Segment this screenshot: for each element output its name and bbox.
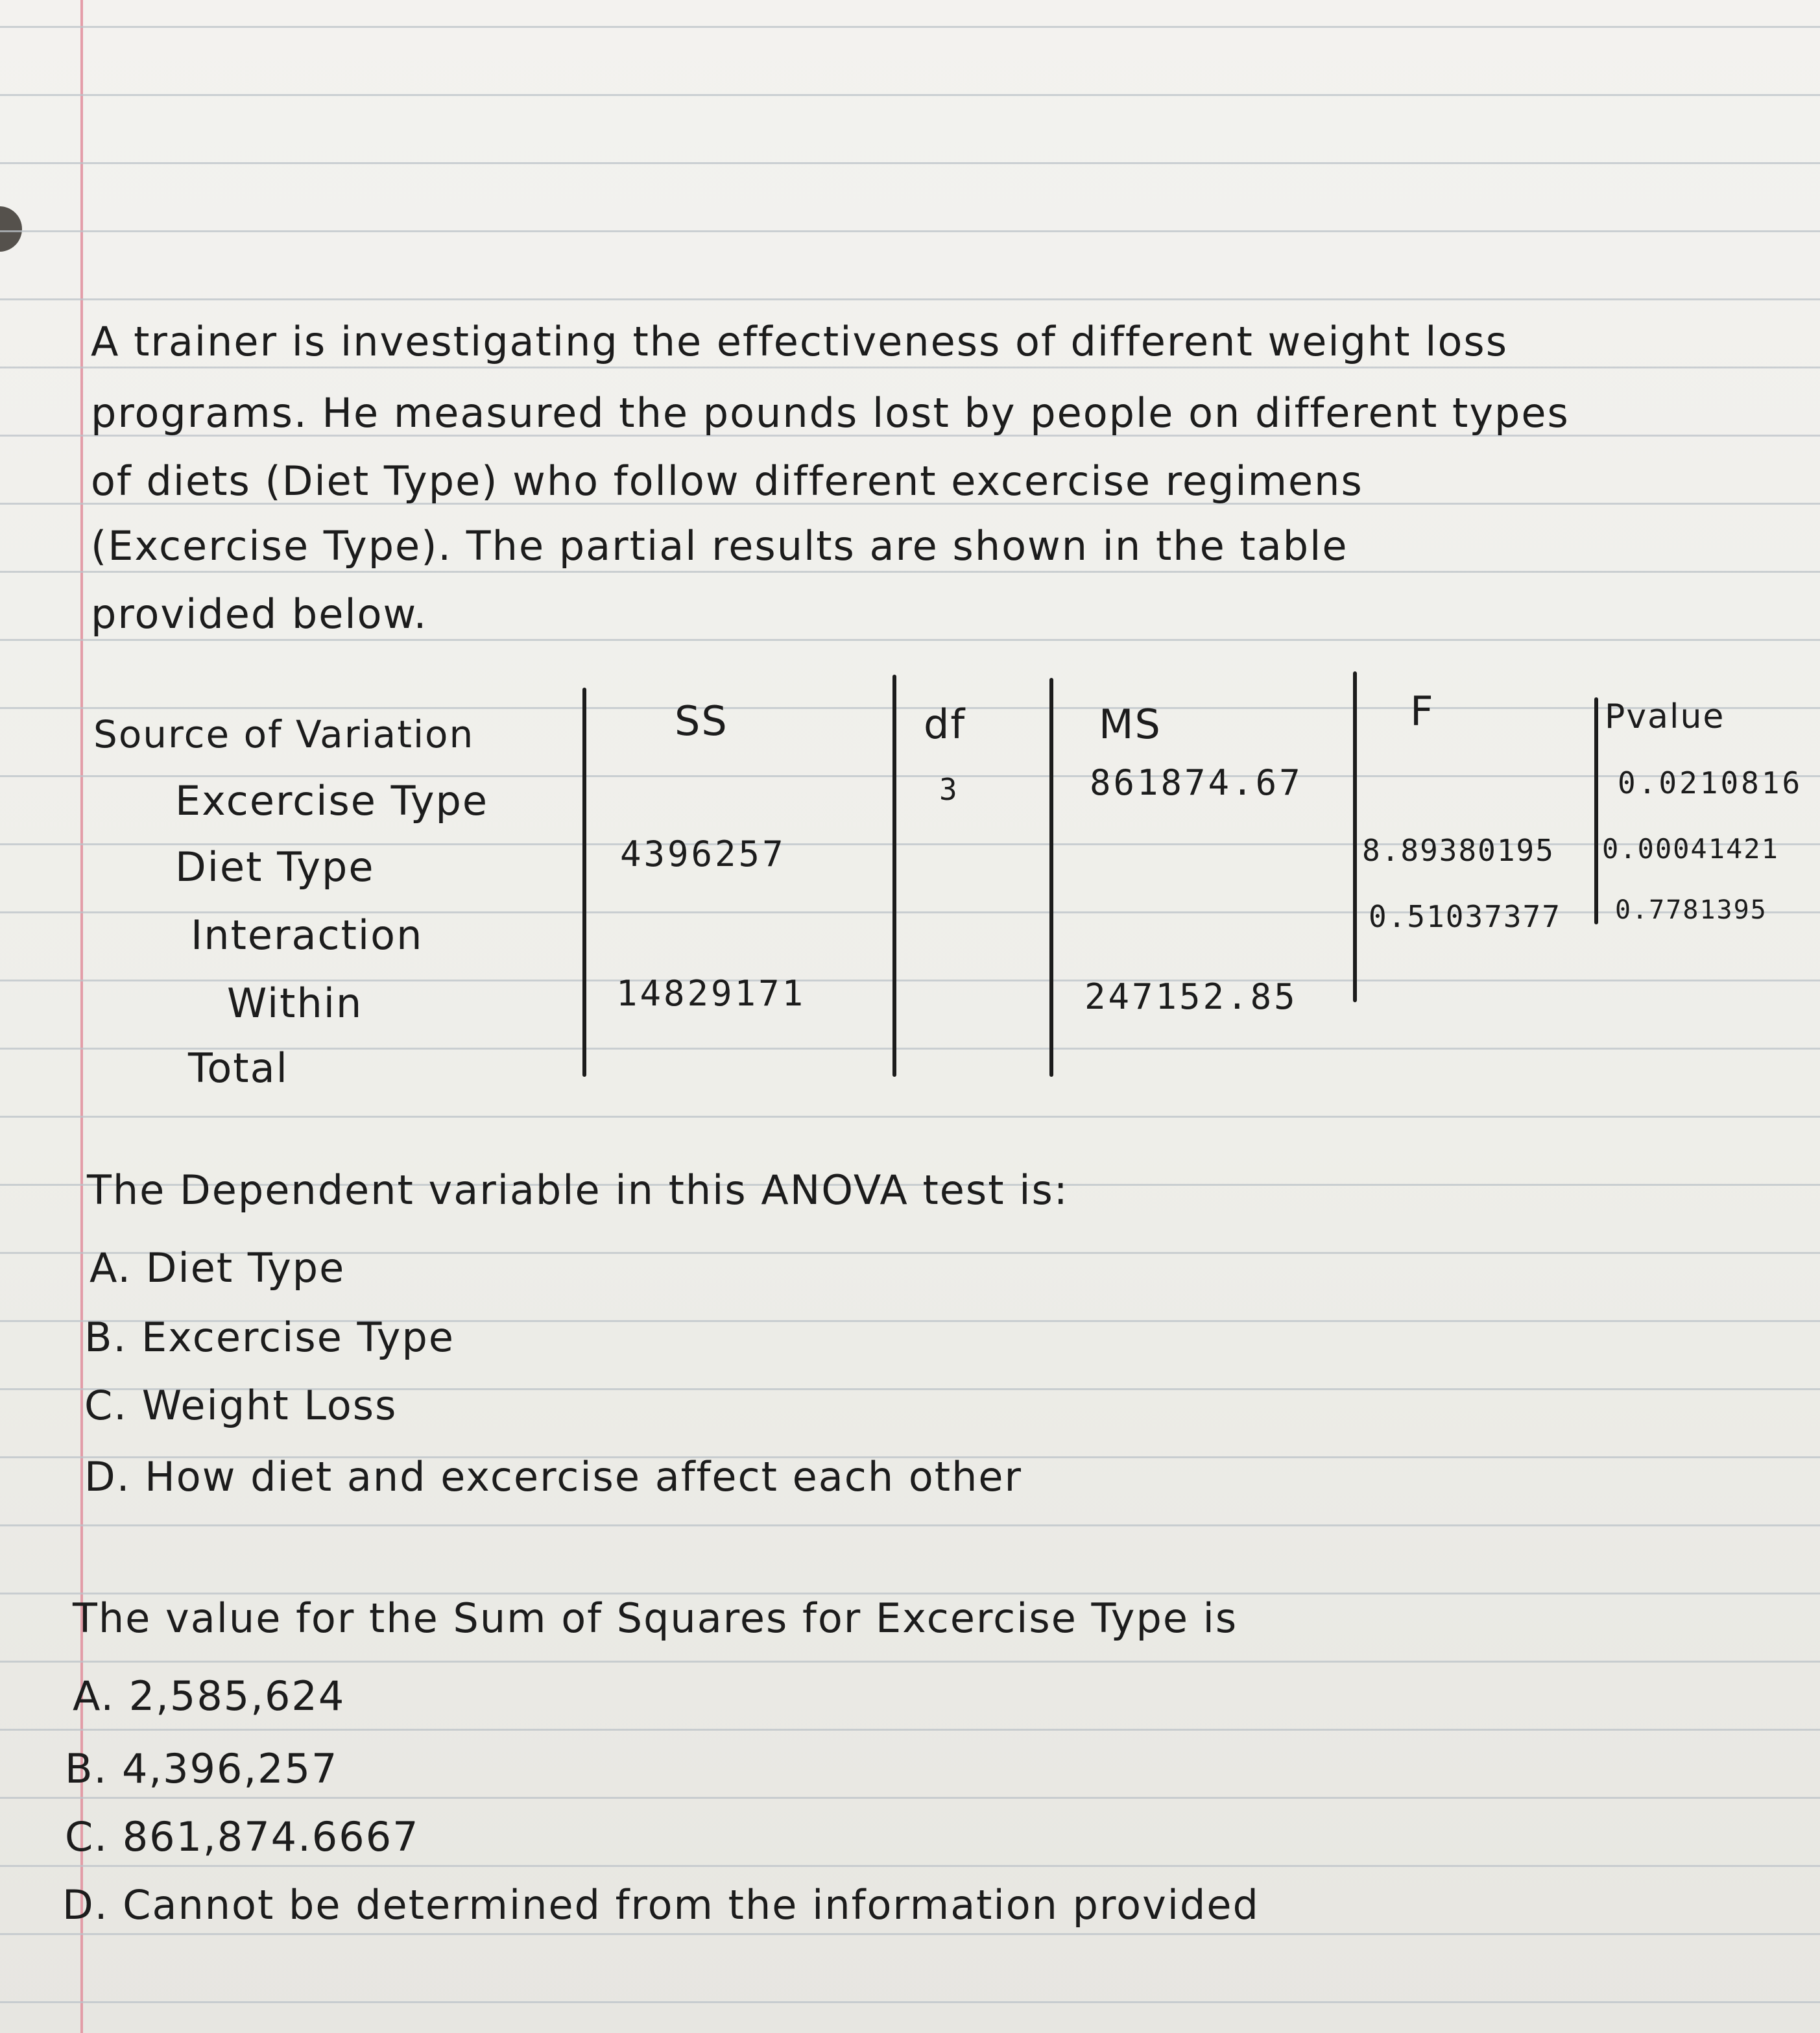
table-row-df: 3 (939, 772, 960, 807)
intro-line-4: (Excercise Type). The partial results are shown in the table (91, 522, 1348, 570)
table-row-f: 8.89380195 (1362, 833, 1555, 868)
header-ms: MS (1099, 701, 1162, 748)
table-divider (892, 675, 896, 1077)
ruled-line (0, 94, 1820, 96)
table-divider (1594, 697, 1598, 924)
ruled-line (0, 298, 1820, 300)
ruled-line (0, 571, 1820, 573)
question-2-prompt: The value for the Sum of Squares for Excercise Type is (73, 1594, 1238, 1642)
margin-line (80, 0, 83, 2033)
ruled-line (0, 2001, 1820, 2003)
table-row-pvalue: 0.00041421 (1602, 833, 1779, 865)
table-row-ss: 4396257 (620, 834, 786, 874)
intro-line-1: A trainer is investigating the effectiveness of different weight loss (91, 318, 1508, 365)
question-1-prompt: The Dependent variable in this ANOVA test is: (87, 1166, 1069, 1214)
question-1-option-c: C. Weight Loss (84, 1382, 398, 1429)
table-row-f: 0.51037377 (1369, 899, 1561, 934)
header-pvalue: Pvalue (1605, 697, 1725, 736)
ruled-line (0, 1729, 1820, 1731)
ruled-line (0, 639, 1820, 641)
header-source: Source of Variation (93, 712, 475, 756)
ruled-line (0, 1797, 1820, 1799)
question-1-option-d: D. How diet and excercise affect each other (84, 1453, 1023, 1500)
question-2-option-b: B. 4,396,257 (65, 1745, 339, 1792)
table-row-source: Total (188, 1044, 289, 1092)
header-f: F (1410, 688, 1435, 735)
question-2-option-c: C. 861,874.6667 (65, 1813, 420, 1860)
table-row-source: Diet Type (175, 843, 375, 891)
table-row-ms: 247152.85 (1084, 976, 1298, 1017)
table-row-ss: 14829171 (616, 973, 806, 1014)
table-divider (1353, 671, 1357, 1002)
question-2-option-a: A. 2,585,624 (73, 1672, 346, 1720)
ruled-line (0, 1116, 1820, 1118)
ruled-line (0, 1661, 1820, 1663)
table-row-source: Within (227, 980, 363, 1027)
ruled-line (0, 707, 1820, 709)
ruled-line (0, 1524, 1820, 1526)
ruled-line (0, 230, 1820, 232)
question-1-option-a: A. Diet Type (90, 1244, 346, 1292)
table-divider (582, 688, 586, 1077)
table-row-source: Interaction (191, 911, 424, 959)
question-2-option-d: D. Cannot be determined from the information provided (62, 1881, 1260, 1929)
header-ss: SS (675, 697, 728, 745)
table-row-ms: 861874.67 (1090, 762, 1303, 803)
table-row-pvalue: 0.0210816 (1618, 765, 1803, 800)
intro-line-5: provided below. (91, 590, 428, 638)
question-1-option-b: B. Excercise Type (84, 1314, 455, 1361)
binder-hole (0, 206, 22, 252)
intro-line-2: programs. He measured the pounds lost by people on different types (91, 389, 1570, 437)
table-row-source: Excercise Type (175, 777, 489, 824)
ruled-line (0, 367, 1820, 368)
ruled-line (0, 162, 1820, 164)
table-row-pvalue: 0.7781395 (1615, 895, 1767, 925)
intro-line-3: of diets (Diet Type) who follow different excercise regimens (91, 457, 1363, 505)
ruled-line (0, 1865, 1820, 1867)
header-df: df (924, 701, 966, 748)
table-divider (1049, 678, 1053, 1077)
ruled-line (0, 26, 1820, 28)
ruled-line (0, 1933, 1820, 1935)
